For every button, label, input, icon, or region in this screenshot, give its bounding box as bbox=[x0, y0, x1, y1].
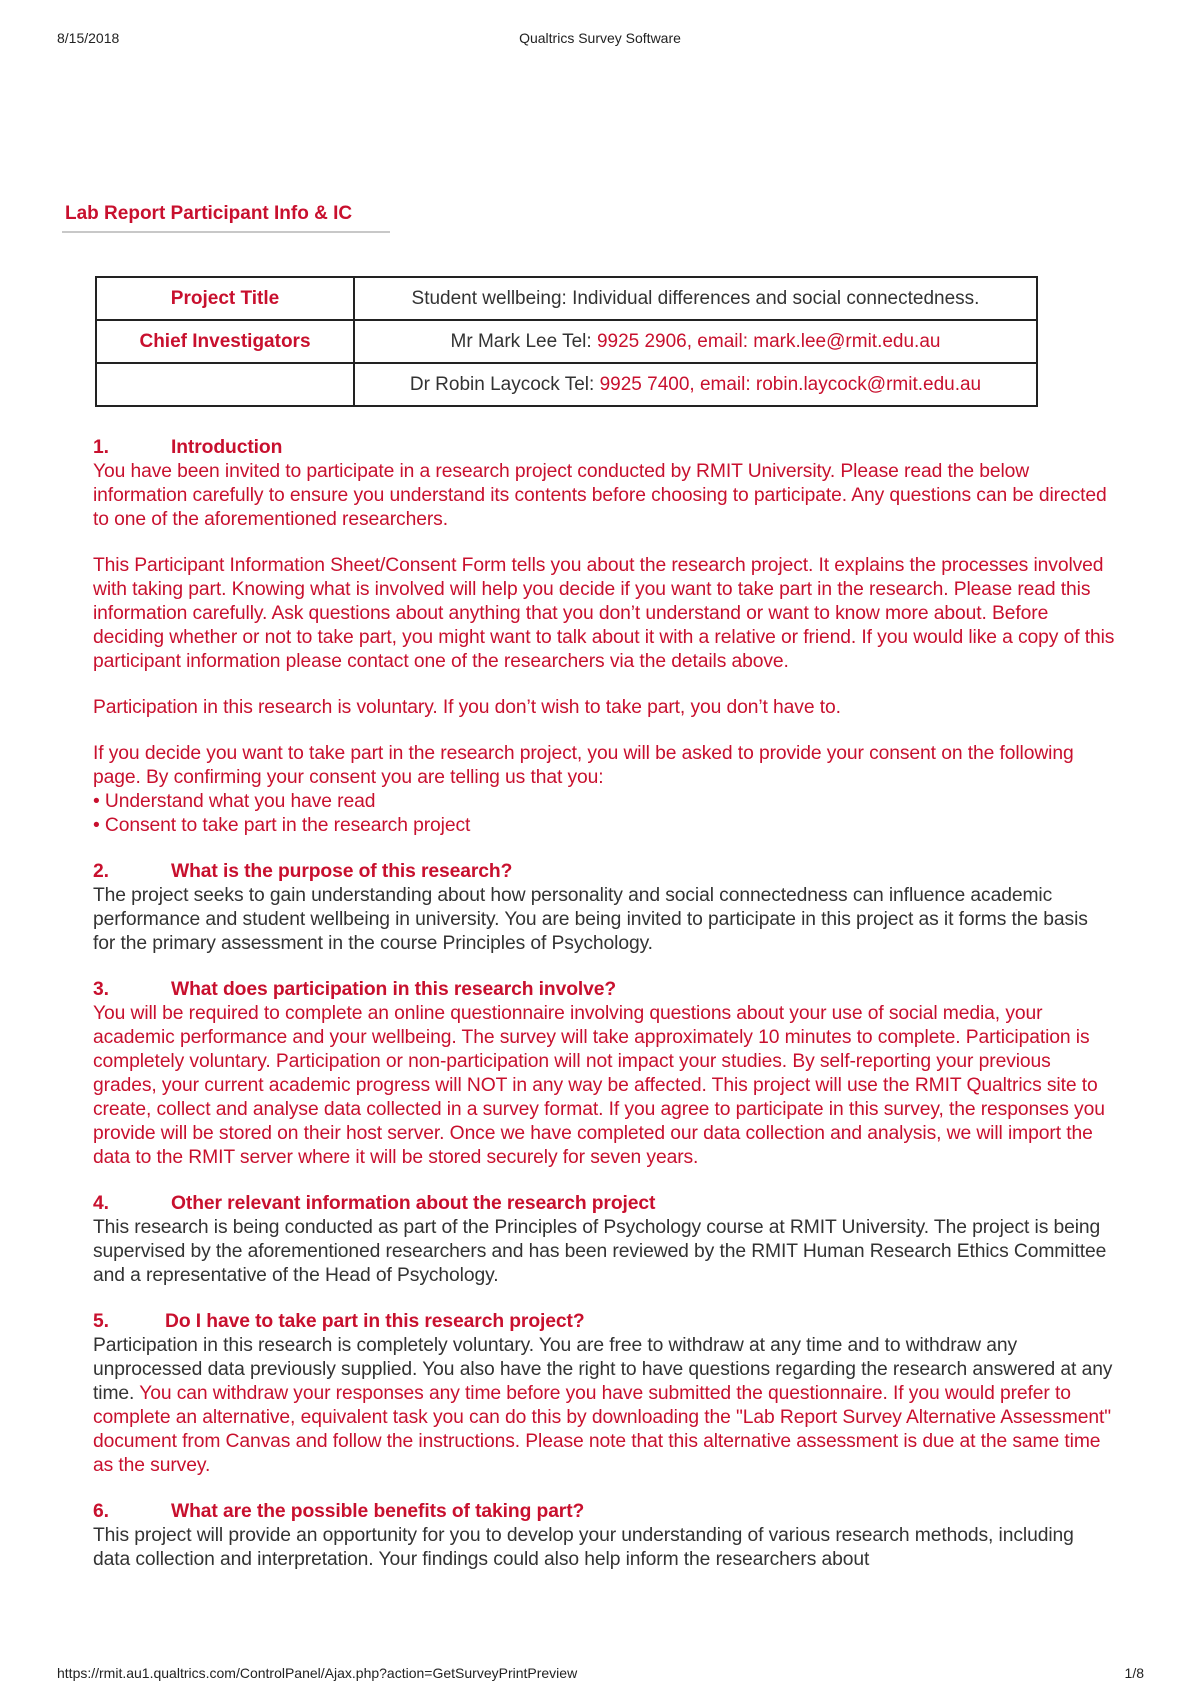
section-title: What are the possible benefits of taking part? bbox=[171, 1501, 585, 1522]
table-row bbox=[96, 363, 1037, 406]
intro-paragraph-2: This Participant Information Sheet/Consent Form tells you about the research project. It explains the processes involved with taking part. Knowing what is involved will help you decide if you want to take part in the research. Please read this information carefully. Ask questions about anything that you don’t understand or want to know more about. Before deciding whether or not to take part, you might want to talk about it with a relative or friend. If you would like a copy of this participant information please contact one of the researchers via the details above. bbox=[93, 555, 1115, 672]
section-number: 4. bbox=[93, 1193, 109, 1214]
purpose-paragraph: The project seeks to gain understanding about how personality and social connectedness can influence academic performance and student wellbeing in university. You are being invited to participate in this project as it forms the basis for the primary assessment in the course Principles of Psychology. bbox=[93, 885, 1088, 954]
project-info-table bbox=[95, 276, 1038, 407]
section-title: What is the purpose of this research? bbox=[171, 861, 513, 882]
other-info-paragraph: This research is being conducted as part of the Principles of Psychology course at RMIT University. The project is being supervised by the aforementioned researchers and has been reviewed by the RMIT Human Research Ethics Committee and a representative of the Head of Psychology. bbox=[93, 1217, 1107, 1286]
benefits-paragraph: This project will provide an opportunity for you to develop your understanding of various research methods, including data collection and interpretation. Your findings could also help inform the researchers about bbox=[93, 1525, 1074, 1570]
section-number: 6. bbox=[93, 1501, 109, 1522]
investigator-1-name: Mr Mark Lee Tel: bbox=[450, 330, 597, 352]
page-number: 1/8 bbox=[1124, 1665, 1144, 1681]
intro-paragraph-3: Participation in this research is voluntary. If you don’t wish to take part, you don’t have to. bbox=[93, 697, 841, 718]
investigator-1 bbox=[354, 320, 1037, 363]
section-number: 1. bbox=[93, 437, 109, 458]
section-6-heading bbox=[93, 1500, 1115, 1524]
withdraw-text: You can withdraw your responses any time before you have submitted the questionnaire. If you would prefer to complete an alternative, equivalent task you can do this by downloading the "Lab Report Survey Alternative Assessment" document from Canvas and follow the instructions. Please note that this alternative assessment is due at the same time as the survey. bbox=[93, 1383, 1111, 1476]
participation-paragraph: You will be required to complete an online questionnaire involving questions about your use of social media, your academic performance and your wellbeing. The survey will take approximately 10 minutes to complete. Participation is completely voluntary. Participation or non-participation will not impact your studies. By self-reporting your previous grades, your current academic progress will NOT in any way be affected. This project will use the RMIT Qualtrics site to create, collect and analyse data collected in a survey format. If you agree to participate in this survey, the responses you provide will be stored on their host server. Once we have completed our data collection and analysis, we will import the data to the RMIT server where it will be stored securely for seven years. bbox=[93, 1003, 1105, 1168]
voluntary-paragraph bbox=[93, 1334, 1115, 1478]
print-header-title: Qualtrics Survey Software bbox=[519, 30, 681, 46]
project-title-value: Student wellbeing: Individual differences and social connectedness. bbox=[354, 277, 1037, 320]
project-title-label: Project Title bbox=[96, 277, 354, 320]
print-date: 8/15/2018 bbox=[57, 30, 120, 46]
investigator-2-name: Dr Robin Laycock Tel: bbox=[409, 373, 600, 395]
bullet-item: • Consent to take part in the research project bbox=[93, 815, 471, 836]
investigator-2 bbox=[354, 363, 1037, 406]
section-4-heading bbox=[93, 1192, 1115, 1216]
table-row bbox=[96, 277, 1037, 320]
empty-label-cell bbox=[96, 363, 354, 406]
table-row bbox=[96, 320, 1037, 363]
section-title: What does participation in this research involve? bbox=[171, 979, 617, 1000]
section-5-heading bbox=[93, 1310, 1115, 1334]
section-1-heading bbox=[93, 436, 1115, 460]
section-title: Introduction bbox=[171, 437, 283, 458]
section-title: Other relevant information about the research project bbox=[171, 1193, 656, 1214]
section-2-heading bbox=[93, 860, 1115, 884]
survey-content bbox=[93, 436, 1115, 1572]
chief-investigators-label: Chief Investigators bbox=[96, 320, 354, 363]
section-number: 2. bbox=[93, 861, 109, 882]
section-number: 3. bbox=[93, 979, 109, 1000]
bullet-item: • Understand what you have read bbox=[93, 791, 376, 812]
intro-paragraph-4: If you decide you want to take part in the research project, you will be asked to provide your consent on the following page. By confirming your consent you are telling us that you: bbox=[93, 743, 1074, 788]
voluntary-text: Participation in this research is completely voluntary. You are free to withdraw at any time and to withdraw any unprocessed data previously supplied. You also have the right to have questions regarding the research answered at any time. bbox=[93, 1335, 1113, 1404]
survey-title: Lab Report Participant Info & IC bbox=[62, 203, 390, 233]
investigator-2-contact: 9925 7400, email: robin.laycock@rmit.edu.au bbox=[599, 373, 982, 395]
section-title: Do I have to take part in this research project? bbox=[165, 1311, 585, 1332]
section-3-heading bbox=[93, 978, 1115, 1002]
investigator-1-contact: 9925 2906, email: mark.lee@rmit.edu.au bbox=[596, 330, 941, 352]
print-footer-url: https://rmit.au1.qualtrics.com/ControlPanel/Ajax.php?action=GetSurveyPrintPreview bbox=[57, 1665, 578, 1681]
section-number: 5. bbox=[93, 1311, 109, 1332]
intro-paragraph-1: You have been invited to participate in a research project conducted by RMIT University. Please read the below information carefully to ensure you understand its contents before choosing to participate. Any questions can be directed to one of the aforementioned researchers. bbox=[93, 461, 1107, 530]
